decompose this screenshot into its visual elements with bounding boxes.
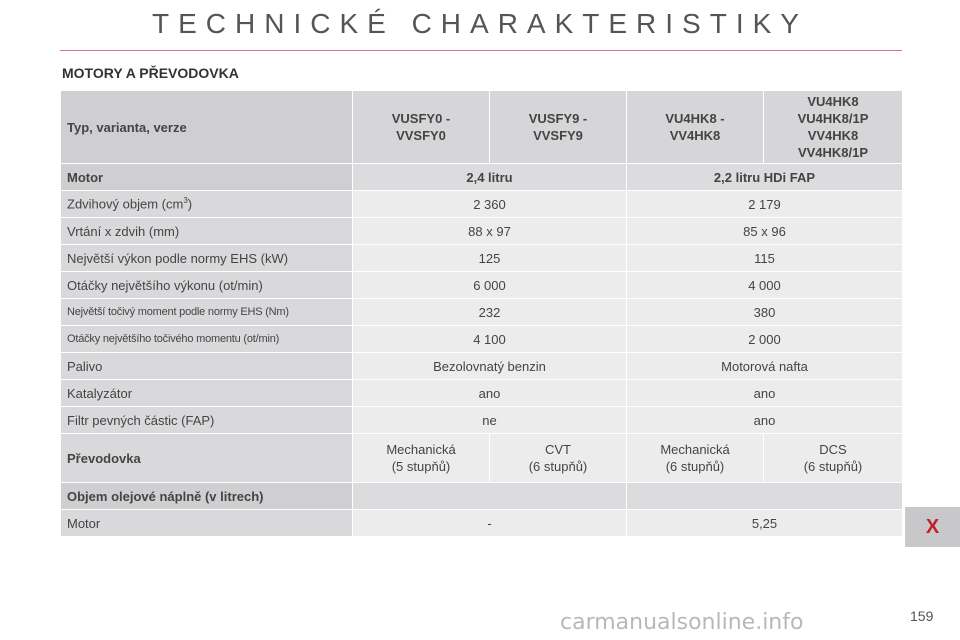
gearbox-type: Mechanická [386, 442, 456, 457]
table-row-motor-group [61, 164, 903, 191]
cell-left [353, 483, 627, 510]
version-line: VUSFY9 - [528, 111, 588, 126]
gearbox-type: DCS [819, 442, 847, 457]
table-row [61, 245, 903, 272]
cell-right: 4 000 [627, 272, 903, 299]
table-row [61, 326, 903, 353]
version-line: VVSFY9 [533, 128, 583, 143]
cell-right: 2 179 [627, 191, 903, 218]
table-row [61, 299, 903, 326]
table-row [61, 272, 903, 299]
gearbox-steps: (6 stupňů) [665, 459, 725, 474]
row-label: Otáčky největšího výkonu (ot/min) [61, 272, 353, 299]
version-line: VU4HK8 [807, 94, 859, 109]
row-label: Objem olejové náplně (v litrech) [61, 483, 353, 510]
version-cell-4 [764, 91, 903, 164]
version-line: VU4HK8 - [665, 111, 725, 126]
row-label [61, 191, 353, 218]
page-title: TECHNICKÉ CHARAKTERISTIKY [152, 8, 808, 39]
cell-right: 5,25 [627, 510, 903, 537]
version-cell-2 [490, 91, 627, 164]
cell-left: ano [353, 380, 627, 407]
cell-right: 2 000 [627, 326, 903, 353]
gearbox-type: CVT [545, 442, 571, 457]
version-line: VU4HK8/1P [797, 111, 869, 126]
row-label: Největší točivý moment podle normy EHS (Nm) [61, 299, 353, 326]
cell-left: ne [353, 407, 627, 434]
table-row [61, 510, 903, 537]
gearbox-cell [627, 434, 764, 483]
chapter-tab[interactable] [905, 507, 960, 547]
version-line: VV4HK8 [669, 128, 721, 143]
cell-right [627, 483, 903, 510]
section-heading: MOTORY A PŘEVODOVKA [62, 65, 239, 81]
cell-right: ano [627, 407, 903, 434]
cell-left: - [353, 510, 627, 537]
header-label: Typ, varianta, verze [61, 91, 353, 164]
gearbox-cell [490, 434, 627, 483]
cell-right: 115 [627, 245, 903, 272]
cell-left: 4 100 [353, 326, 627, 353]
watermark: carmanualsonline.info [560, 610, 804, 635]
gearbox-cell [353, 434, 490, 483]
cell-left: 2,4 litru [353, 164, 627, 191]
chapter-letter: X [925, 515, 940, 538]
row-label: Otáčky největšího točivého momentu (ot/min) [61, 326, 353, 353]
row-label: Vrtání x zdvih (mm) [61, 218, 353, 245]
cell-right: ano [627, 380, 903, 407]
row-label: Katalyzátor [61, 380, 353, 407]
row-label: Motor [61, 510, 353, 537]
version-line: VV4HK8 [807, 128, 859, 143]
row-label-end: ) [187, 196, 193, 212]
version-cell-1 [353, 91, 490, 164]
row-label: Převodovka [61, 434, 353, 483]
cell-right: 85 x 96 [627, 218, 903, 245]
title-divider [60, 50, 902, 51]
version-line: VV4HK8/1P [797, 145, 869, 160]
row-label: Motor [61, 164, 353, 191]
table-row [61, 353, 903, 380]
version-line: VUSFY0 - [391, 111, 451, 126]
gearbox-steps: (5 stupňů) [391, 459, 451, 474]
row-label: Největší výkon podle normy EHS (kW) [61, 245, 353, 272]
cell-left: Bezolovnatý benzin [353, 353, 627, 380]
cell-left: 6 000 [353, 272, 627, 299]
page-number: 159 [910, 608, 934, 624]
row-label-text: Zdvihový objem (cm [67, 196, 184, 212]
cell-left: 88 x 97 [353, 218, 627, 245]
gearbox-cell [764, 434, 903, 483]
cell-right: 380 [627, 299, 903, 326]
table-row-oil-group [61, 483, 903, 510]
table-row [61, 407, 903, 434]
cell-left: 125 [353, 245, 627, 272]
cell-right: Motorová nafta [627, 353, 903, 380]
row-label: Palivo [61, 353, 353, 380]
gearbox-type: Mechanická [660, 442, 730, 457]
cell-left: 2 360 [353, 191, 627, 218]
superscript: 3 [183, 196, 188, 206]
table-row [61, 218, 903, 245]
spec-table [60, 90, 903, 537]
cell-right: 2,2 litru HDi FAP [627, 164, 903, 191]
row-label: Filtr pevných částic (FAP) [61, 407, 353, 434]
table-header-row [61, 91, 903, 164]
gearbox-steps: (6 stupňů) [528, 459, 588, 474]
table-row [61, 191, 903, 218]
table-row-gearbox [61, 434, 903, 483]
cell-left: 232 [353, 299, 627, 326]
version-cell-3 [627, 91, 764, 164]
table-row [61, 380, 903, 407]
gearbox-steps: (6 stupňů) [803, 459, 863, 474]
version-line: VVSFY0 [396, 128, 446, 143]
